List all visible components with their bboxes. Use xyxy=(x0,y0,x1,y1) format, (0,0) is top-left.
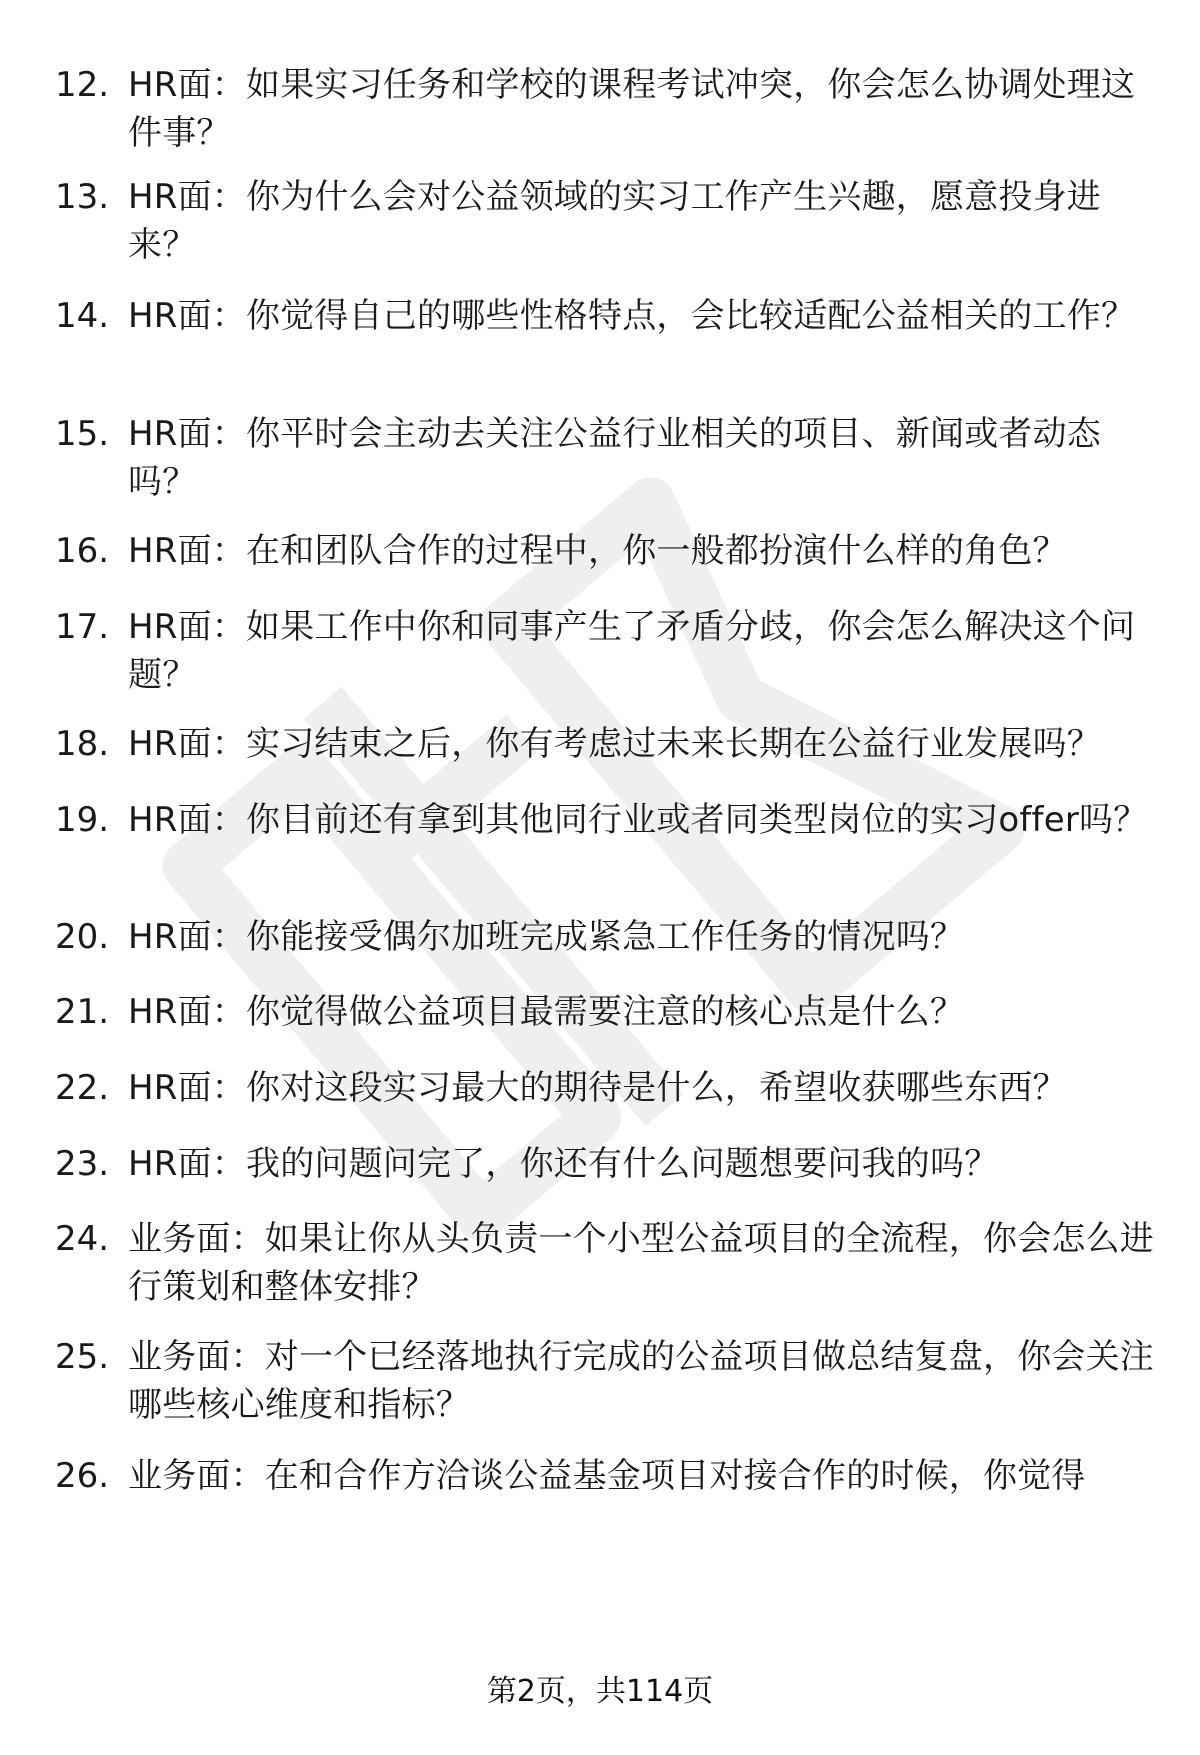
question-number: 16. xyxy=(55,531,110,571)
question-number: 21. xyxy=(55,992,110,1032)
question-number: 17. xyxy=(55,607,110,647)
page-footer: 第2页，共114页 xyxy=(486,1674,714,1709)
question-number: 26. xyxy=(55,1456,110,1496)
question-text: HR面：你目前还有拿到其他同行业或者同类型岗位的实习offer吗？ xyxy=(128,800,1148,840)
question-text: HR面：你为什么会对公益领域的实习工作产生兴趣，愿意投身进来？ xyxy=(128,177,1101,265)
question-text: HR面：在和团队合作的过程中，你一般都扮演什么样的角色？ xyxy=(128,531,1067,571)
question-number: 25. xyxy=(55,1337,110,1377)
question-text: HR面：如果实习任务和学校的课程考试冲突，你会怎么协调处理这件事？ xyxy=(128,65,1136,153)
question-number: 20. xyxy=(55,917,110,957)
question-text: HR面：你能接受偶尔加班完成紧急工作任务的情况吗？ xyxy=(128,917,965,957)
question-number: 22. xyxy=(55,1068,110,1108)
question-text: 业务面：对一个已经落地执行完成的公益项目做总结复盘，你会关注哪些核心维度和指标？ xyxy=(128,1337,1154,1425)
question-text: HR面：你觉得做公益项目最需要注意的核心点是什么？ xyxy=(128,992,965,1032)
question-number: 12. xyxy=(55,65,110,105)
question-text: HR面：你对这段实习最大的期待是什么，希望收获哪些东西？ xyxy=(128,1068,1067,1108)
question-text: HR面：实习结束之后，你有考虑过未来长期在公益行业发展吗？ xyxy=(128,724,1101,764)
question-text: 业务面：如果让你从头负责一个小型公益项目的全流程，你会怎么进行策划和整体安排？ xyxy=(128,1219,1154,1307)
question-text: HR面：你平时会主动去关注公益行业相关的项目、新闻或者动态吗？ xyxy=(128,414,1101,502)
question-number: 23. xyxy=(55,1144,110,1184)
question-number: 19. xyxy=(55,800,110,840)
question-number: 24. xyxy=(55,1219,110,1259)
question-number: 13. xyxy=(55,177,110,217)
question-number: 15. xyxy=(55,414,110,454)
question-text: HR面：你觉得自己的哪些性格特点，会比较适配公益相关的工作？ xyxy=(128,296,1136,336)
question-text: 业务面：在和合作方洽谈公益基金项目对接合作的时候，你觉得 xyxy=(128,1456,1086,1496)
question-number: 14. xyxy=(55,296,110,336)
question-number: 18. xyxy=(55,724,110,764)
question-text: HR面：我的问题问完了，你还有什么问题想要问我的吗？ xyxy=(128,1144,999,1184)
question-text: HR面：如果工作中你和同事产生了矛盾分歧，你会怎么解决这个问题？ xyxy=(128,607,1136,695)
